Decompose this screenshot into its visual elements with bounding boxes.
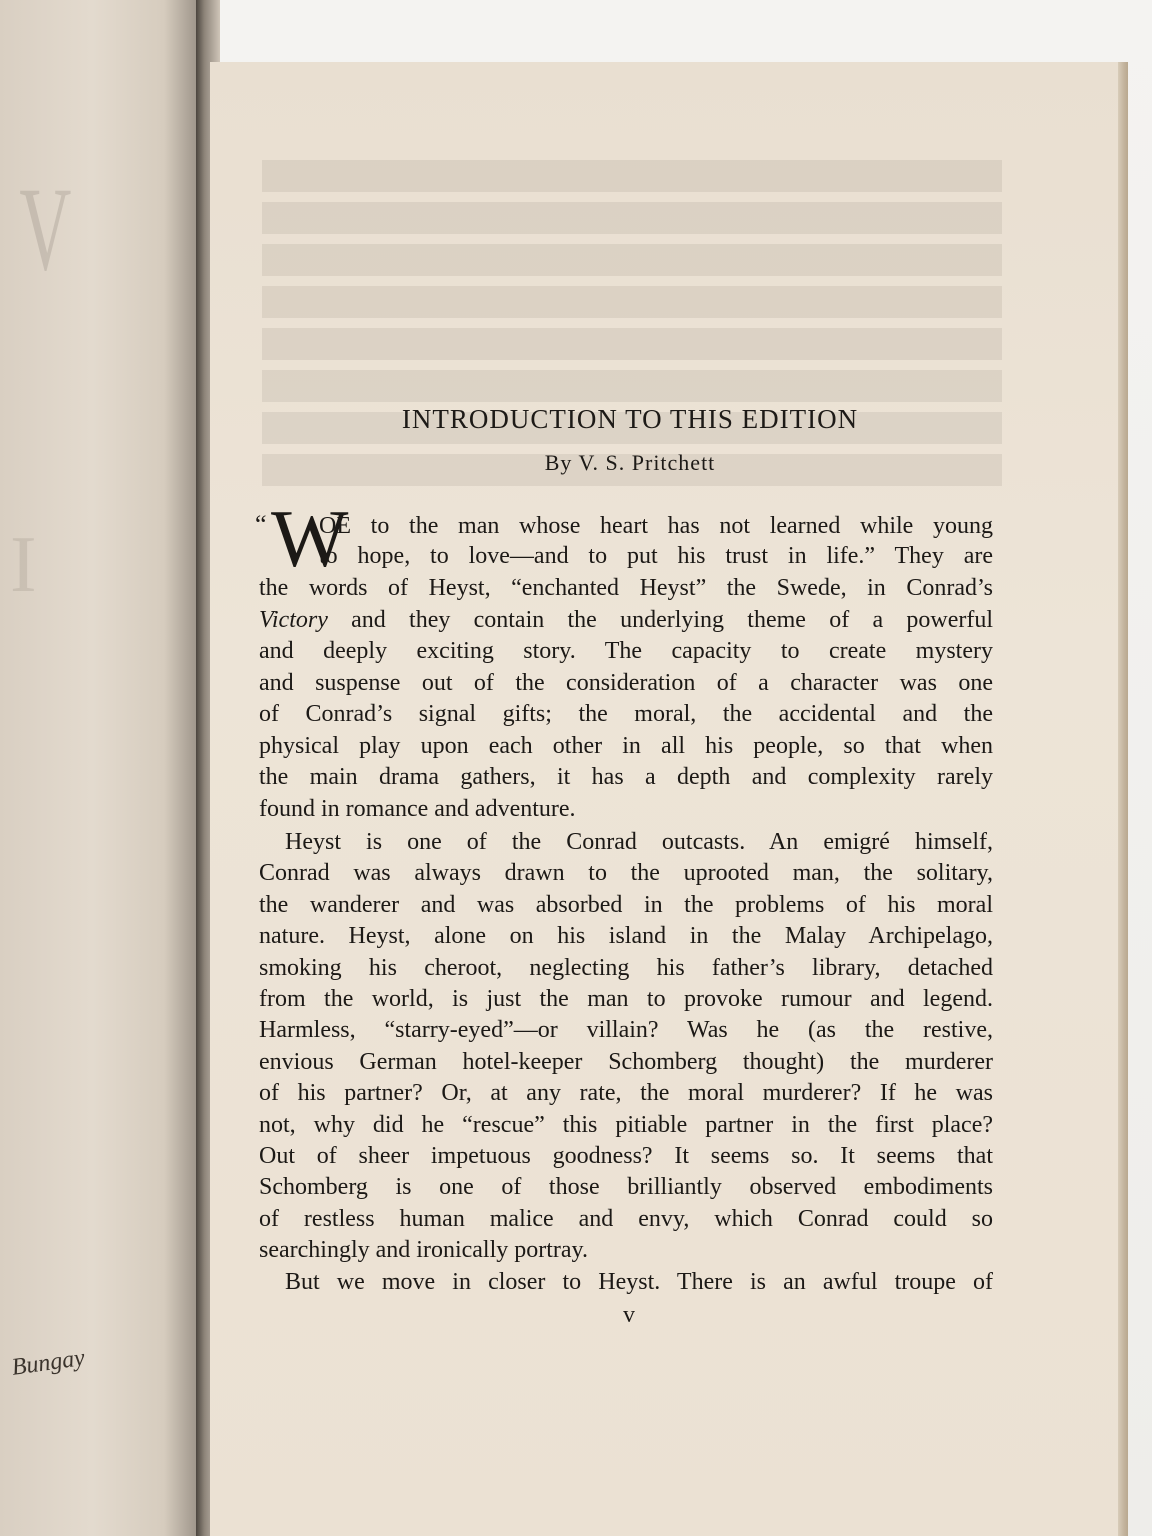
text-line: the wanderer and was absorbed in the problems of his moral	[259, 892, 993, 918]
text-line: the words of Heyst, “enchanted Heyst” the Swede, in Conrad’s	[259, 575, 993, 601]
printer-imprint: Bungay	[10, 1344, 87, 1381]
text-line: nature. Heyst, alone on his island in the Malay Archipelago,	[259, 923, 993, 949]
page-number: v	[623, 1302, 635, 1328]
text-line: the main drama gathers, it has a depth and complexity rarely	[259, 764, 993, 790]
text-line: searchingly and ironically portray.	[259, 1237, 588, 1263]
text-line: physical play upon each other in all his people, so that when	[259, 733, 993, 759]
text-line: and suspense out of the consideration of a character was one	[259, 670, 993, 696]
text-line: and deeply exciting story. The capacity to create mystery	[259, 638, 993, 664]
text-line: But we move in closer to Heyst. There is an awful troupe of	[285, 1269, 993, 1295]
text-line: envious German hotel-keeper Schomberg thought) the murderer	[259, 1049, 993, 1075]
text-line: from the world, is just the man to provoke rumour and legend.	[259, 986, 993, 1012]
text-line: Conrad was always drawn to the uprooted man, the solitary,	[259, 860, 993, 886]
text-line: Heyst is one of the Conrad outcasts. An emigré himself,	[285, 829, 993, 855]
text-line: of his partner? Or, at any rate, the moral murderer? If he was	[259, 1080, 993, 1106]
text-line: Schomberg is one of those brilliantly observed embodiments	[259, 1174, 993, 1200]
chapter-heading: INTRODUCTION TO THIS EDITION	[401, 404, 859, 434]
text-line: Out of sheer impetuous goodness? It seems so. It seems that	[259, 1143, 993, 1169]
text-line: not, why did he “rescue” this pitiable partner in the first place?	[259, 1112, 993, 1138]
left-page-bleed-mark: I	[10, 521, 37, 609]
text-line: to hope, to love—and to put his trust in life.” They are	[319, 543, 993, 569]
author-byline: By V. S. Pritchett	[544, 450, 716, 475]
opening-quote: “	[255, 510, 267, 539]
text-line: smoking his cheroot, neglecting his father’s library, detached	[259, 955, 993, 981]
text-line: Harmless, “starry-eyed”—or villain? Was he (as the restive,	[259, 1017, 993, 1043]
text-line: OE to the man whose heart has not learned while young	[319, 513, 993, 539]
text-line: Victory and they contain the underlying theme of a powerful	[259, 607, 993, 633]
text-line: of Conrad’s signal gifts; the moral, the accidental and the	[259, 701, 993, 727]
drop-cap: W	[271, 493, 349, 584]
text-line: found in romance and adventure.	[259, 796, 576, 822]
left-page-bleed-mark: V	[19, 162, 72, 295]
book-title: Victory	[259, 607, 328, 633]
text-line: of restless human malice and envy, which Conrad could so	[259, 1206, 993, 1232]
